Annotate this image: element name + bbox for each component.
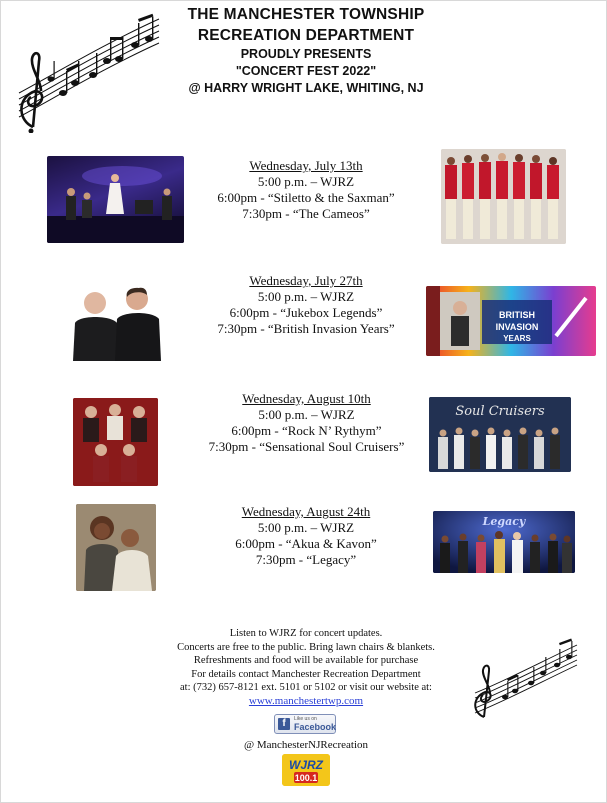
event-3-line-1: 5:00 p.m. – WJRZ — [258, 407, 355, 422]
event-3-right-photo — [429, 397, 571, 472]
header-location: @ HARRY WRIGHT LAKE, WHITING, NJ — [188, 81, 424, 95]
footer-line-3: Refreshments and food will be available for purchase — [193, 655, 419, 667]
event-4-date: Wednesday, August 24th — [241, 504, 371, 519]
header-event-name: "CONCERT FEST 2022" — [235, 64, 377, 78]
wjrz-logo — [282, 754, 330, 786]
website-link[interactable]: www.manchestertwp.com — [248, 694, 364, 707]
wjrz-logo-text: WJRZ — [289, 758, 323, 772]
event-3-line-3: 7:30pm - “Sensational Soul Cruisers” — [208, 439, 405, 454]
footer-line-1: Listen to WJRZ for concert updates. — [229, 628, 383, 639]
social-handle: @ ManchesterNJRecreation — [243, 739, 369, 751]
header-subtitle: RECREATION DEPARTMENT — [197, 27, 415, 44]
event-2-line-1: 5:00 p.m. – WJRZ — [257, 289, 355, 304]
flyer-header — [151, 4, 461, 97]
header-presents: PROUDLY PRESENTS — [240, 47, 372, 61]
event-4-line-3: 7:30pm - “Legacy” — [255, 552, 357, 567]
footer-line-5: at: (732) 657-8121 ext. 5101 or 5102 or visit our website at: — [180, 682, 432, 694]
facebook-icon: f — [278, 718, 290, 730]
event-2-line-3: 7:30pm - “British Invasion Years” — [217, 321, 395, 336]
event-4-line-2: 6:00pm - “Akua & Kavon” — [235, 536, 377, 551]
flyer-footer — [131, 627, 481, 709]
british-invasion-logo-text: BRITISH — [499, 310, 535, 320]
event-1-line-3: 7:30pm - “The Cameos” — [242, 206, 370, 221]
soul-cruisers-logo-text: Soul Cruisers — [455, 404, 545, 419]
music-notes-icon — [11, 9, 163, 133]
footer-line-2: Concerts are free to the public. Bring lawn chairs & blankets. — [177, 641, 435, 653]
event-2-details — [181, 273, 431, 337]
event-3-details — [179, 391, 434, 455]
event-1-right-photo — [441, 149, 566, 244]
facebook-like-caption: Like us on — [294, 716, 317, 722]
svg-text:INVASION: INVASION — [495, 322, 539, 332]
event-3-left-photo — [73, 398, 158, 486]
event-4-details — [176, 504, 436, 568]
event-3-date: Wednesday, August 10th — [242, 391, 371, 406]
event-2-right-photo — [426, 286, 596, 356]
event-1-date: Wednesday, July 13th — [249, 158, 363, 173]
event-4-line-1: 5:00 p.m. – WJRZ — [257, 520, 355, 535]
event-1-details — [176, 158, 436, 222]
event-2-date: Wednesday, July 27th — [249, 273, 363, 288]
event-1-line-2: 6:00pm - “Stiletto & the Saxman” — [217, 190, 395, 205]
event-4-left-photo — [76, 504, 156, 591]
svg-text:YEARS: YEARS — [503, 334, 531, 343]
legacy-logo-text: Legacy — [482, 515, 526, 528]
event-4-right-photo — [433, 511, 575, 573]
event-3-line-2: 6:00pm - “Rock N’ Rythym” — [231, 423, 382, 438]
facebook-label: Facebook — [294, 722, 337, 732]
footer-line-4: For details contact Manchester Recreation Department — [191, 668, 421, 680]
wjrz-logo-number: 100.1 — [294, 773, 318, 783]
music-notes-icon — [469, 637, 581, 719]
facebook-like-button[interactable] — [274, 714, 336, 734]
header-title: THE MANCHESTER TOWNSHIP — [187, 6, 425, 23]
event-1-left-photo — [47, 156, 184, 243]
event-2-left-photo — [61, 279, 171, 361]
event-2-line-2: 6:00pm - “Jukebox Legends” — [229, 305, 383, 320]
event-1-line-1: 5:00 p.m. – WJRZ — [257, 174, 355, 189]
